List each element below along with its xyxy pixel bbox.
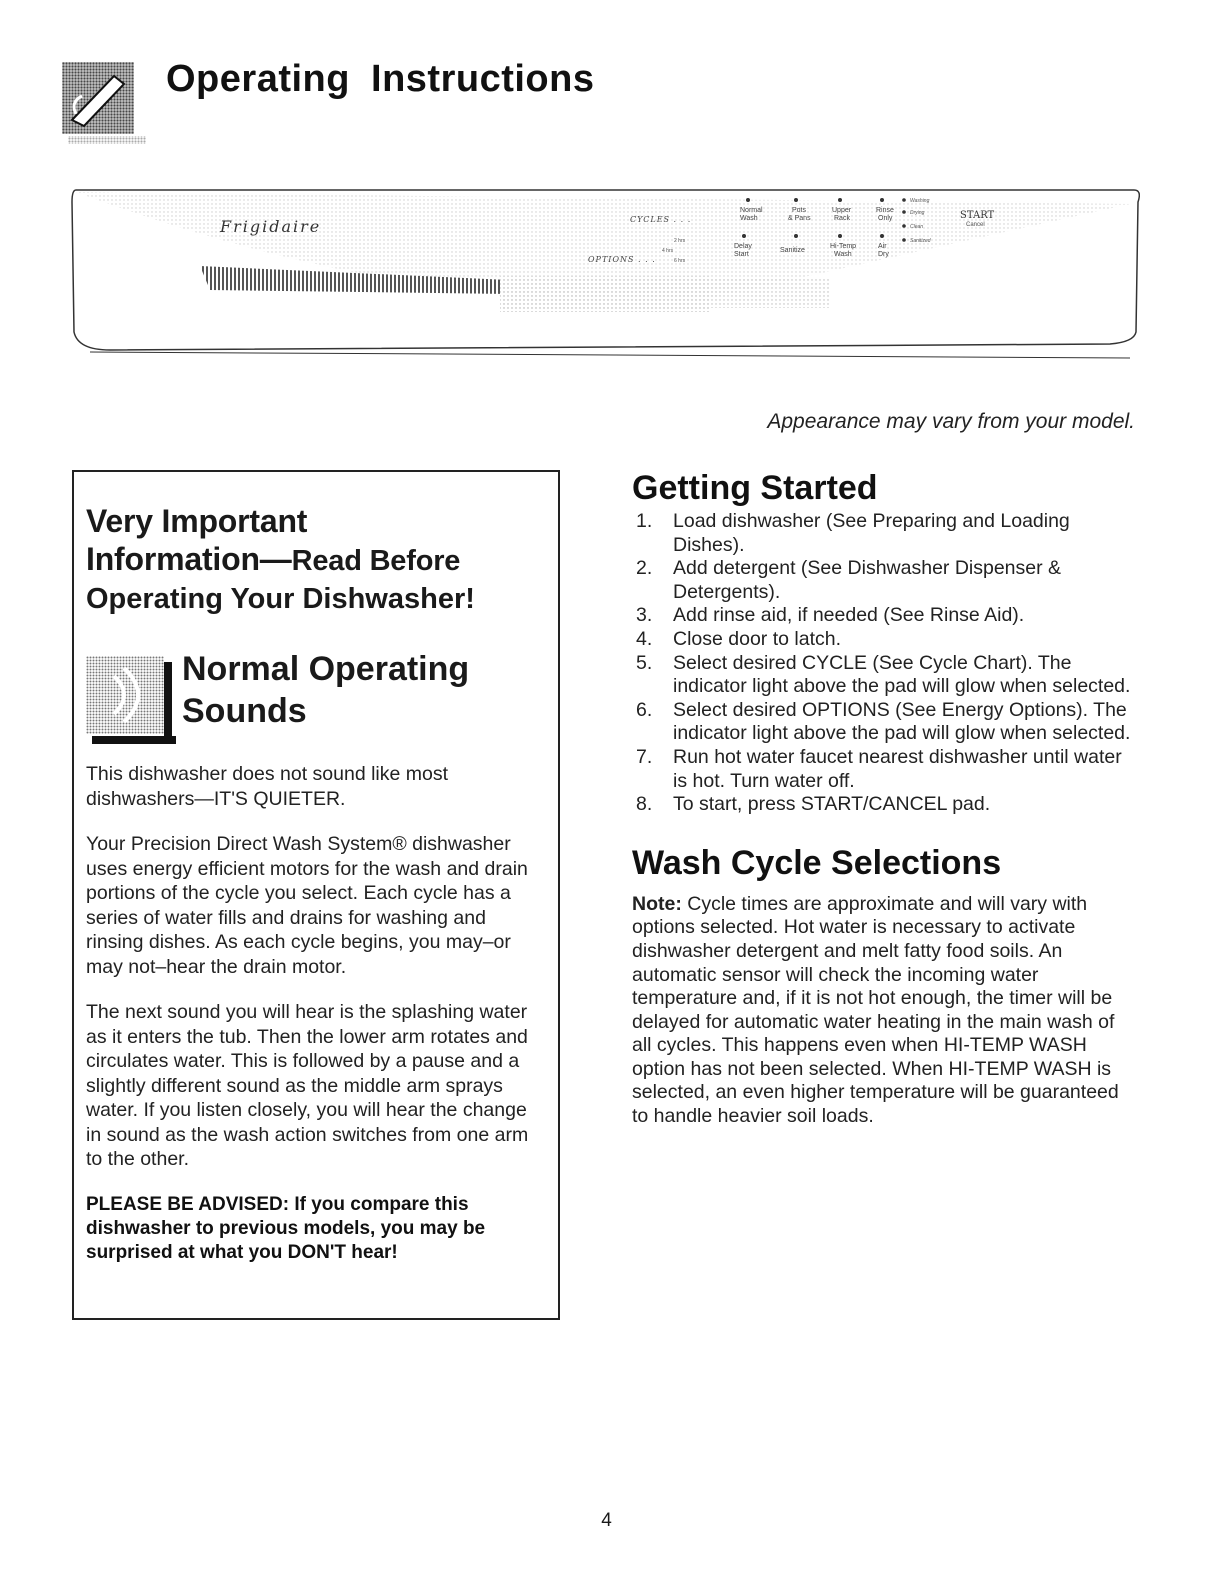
option-air-dry[interactable]: Air bbox=[878, 243, 887, 250]
status-washing: Washing bbox=[910, 198, 930, 204]
brand-logo: Frigidaire bbox=[220, 217, 322, 236]
wash-cycle-note bbox=[632, 893, 1132, 1129]
info-heading-line1: Very Important bbox=[86, 503, 308, 539]
cycle-normal-wash[interactable]: Normal bbox=[740, 207, 763, 214]
info-paragraph: This dishwasher does not sound like most dishwashers—IT'S QUIETER. bbox=[86, 763, 449, 810]
step-text: Load dishwasher (See Preparing and Loading Dishes). bbox=[673, 510, 1070, 556]
cycles-label: CYCLES . . . bbox=[630, 215, 692, 224]
sound-icon bbox=[86, 656, 176, 744]
status-sanitized: Sanitized bbox=[910, 238, 931, 244]
info-heading-line3: Operating Your Dishwasher! bbox=[86, 583, 475, 615]
step-number: 4. bbox=[636, 627, 653, 650]
step-text: Select desired OPTIONS (See Energy Options). The indicator light above the pad will glow when selected. bbox=[673, 698, 1131, 745]
step-item bbox=[632, 628, 1132, 652]
control-panel-illustration bbox=[70, 182, 1140, 362]
operating-instructions-icon bbox=[62, 62, 146, 146]
cycle-normal-wash-line2: Wash bbox=[740, 215, 758, 222]
step-item bbox=[632, 699, 1132, 746]
info-heading-line2-bold: Information— bbox=[86, 541, 292, 577]
right-column bbox=[632, 466, 1132, 1129]
option-hi-temp-wash[interactable]: Hi-Temp bbox=[830, 243, 857, 250]
step-text: Add detergent (See Dishwasher Dispenser & Detergents). bbox=[673, 557, 1062, 603]
cycle-upper-rack[interactable]: Upper bbox=[832, 207, 852, 214]
step-number: 2. bbox=[636, 557, 653, 580]
status-drying: Drying bbox=[910, 210, 925, 216]
step-number: 5. bbox=[636, 651, 653, 674]
option-delay-start-line2: Start bbox=[734, 251, 749, 258]
option-delay-start[interactable]: Delay bbox=[734, 243, 752, 250]
important-info-box bbox=[72, 470, 560, 1320]
step-item bbox=[632, 557, 1132, 604]
subheading-line2: Sounds bbox=[182, 692, 307, 730]
option-hi-temp-wash-line2: Wash bbox=[834, 251, 852, 258]
page-title: Operating Instructions bbox=[166, 58, 595, 100]
step-number: 1. bbox=[636, 510, 653, 532]
cancel-label: Cancel bbox=[966, 222, 985, 228]
step-text: Add rinse aid, if needed (See Rinse Aid). bbox=[673, 604, 1025, 627]
advisory-note: PLEASE BE ADVISED: If you compare this dishwasher to previous models, you may be surprised at what you DON'T hear! bbox=[86, 1193, 486, 1263]
step-item bbox=[632, 510, 1132, 557]
page-number: 4 bbox=[601, 1510, 612, 1531]
info-heading-line2-rest: Read Before bbox=[291, 545, 461, 577]
option-air-dry-line2: Dry bbox=[878, 251, 889, 258]
step-number: 8. bbox=[636, 793, 653, 816]
info-heading-line2 bbox=[86, 540, 544, 580]
cycle-rinse-only-line2: Only bbox=[878, 215, 893, 222]
note-text: Cycle times are approximate and will vary with options selected. Hot water is necessary to activate dishwasher detergent and melt fatty food soils. An automatic sensor will check the incoming water temperature and, if it is not hot enough, the timer will be delayed for automatic water heating in the main wash of all cycles. This happens even when HI-TEMP WASH option has not been selected. When HI-TEMP WASH is selected, an even higher temperature will be guaranteed to handle heavier soil loads. bbox=[632, 892, 1119, 1128]
status-clean: Clean bbox=[910, 224, 924, 230]
step-number: 6. bbox=[636, 698, 653, 721]
getting-started-steps bbox=[632, 510, 1132, 817]
cycle-pots-pans[interactable]: Pots bbox=[792, 207, 807, 214]
step-text: Run hot water faucet nearest dishwasher until water is hot. Turn water off. bbox=[673, 745, 1122, 792]
cycle-rinse-only[interactable]: Rinse bbox=[876, 207, 894, 214]
wash-cycle-heading: Wash Cycle Selections bbox=[632, 843, 1002, 882]
normal-sounds-heading bbox=[86, 648, 544, 744]
delay-2hrs: 2 hrs bbox=[674, 238, 686, 244]
option-sanitize[interactable]: Sanitize bbox=[780, 247, 805, 254]
note-label: Note: bbox=[632, 892, 682, 915]
appearance-caption: Appearance may vary from your model. bbox=[767, 410, 1135, 433]
cycle-pots-pans-line2: & Pans bbox=[788, 215, 811, 222]
step-text: Close door to latch. bbox=[673, 627, 842, 650]
options-label: OPTIONS . . . bbox=[588, 255, 656, 264]
step-item bbox=[632, 793, 1132, 817]
step-item bbox=[632, 652, 1132, 699]
info-paragraph: The next sound you will hear is the splashing water as it enters the tub. Then the lower arm rotates and circulates water. This is followed by a pause and a slightly different sound as the middle arm sprays water. If you listen closely, you will hear the change in sound as the wash action switches from one arm to the other. bbox=[86, 1001, 529, 1170]
info-paragraph: Your Precision Direct Wash System® dishwasher uses energy efficient motors for the wash and drain portions of the cycle you select. Each cycle has a series of water fills and drains for washing and rinsing dishes. As each cycle begins, you may–or may not–hear the drain motor. bbox=[86, 833, 528, 978]
cycle-upper-rack-line2: Rack bbox=[834, 215, 850, 222]
subheading-line1: Normal Operating bbox=[182, 650, 470, 688]
delay-4hrs: 4 hrs bbox=[662, 248, 674, 254]
step-item bbox=[632, 746, 1132, 793]
step-item bbox=[632, 604, 1132, 628]
start-button[interactable]: START bbox=[960, 210, 995, 221]
step-number: 7. bbox=[636, 745, 653, 768]
getting-started-heading: Getting Started bbox=[632, 469, 878, 507]
step-number: 3. bbox=[636, 604, 653, 627]
delay-6hrs: 6 hrs bbox=[674, 258, 686, 264]
step-text: Select desired CYCLE (See Cycle Chart). The indicator light above the pad will glow when selected. bbox=[673, 651, 1131, 698]
step-text: To start, press START/CANCEL pad. bbox=[673, 793, 991, 816]
